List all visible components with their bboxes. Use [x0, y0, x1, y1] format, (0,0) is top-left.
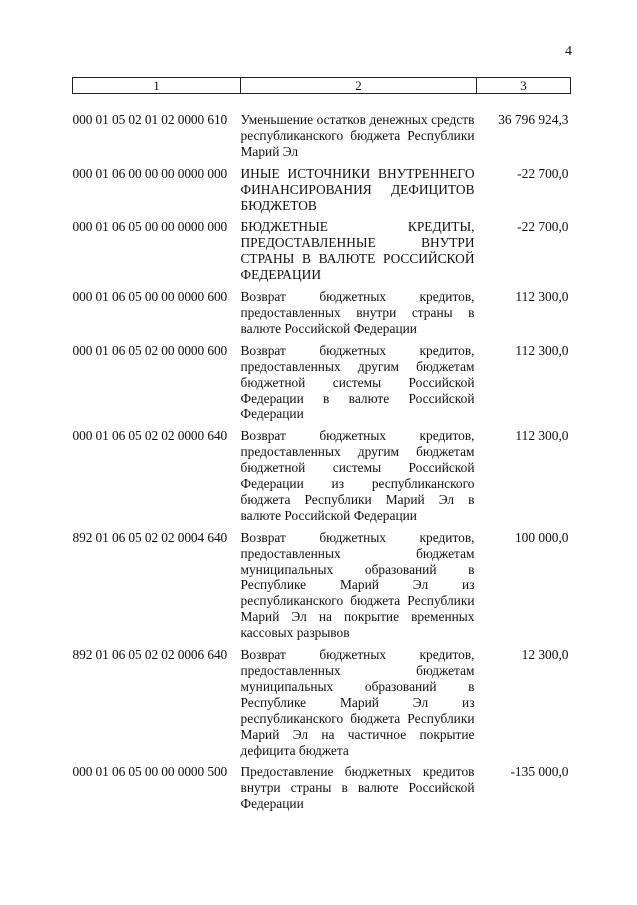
- item-amount: 112 300,0: [515, 428, 569, 444]
- item-name: Возврат бюджетных кредитов, предоставленных другим бюджетам бюджетной системы Российской Федерации в валюте Российской Федерации: [240, 342, 475, 422]
- item-name: ИНЫЕ ИСТОЧНИКИ ВНУТРЕННЕГО ФИНАНСИРОВАНИЯ ДЕФИЦИТОВ БЮДЖЕТОВ: [240, 165, 475, 213]
- page-number: 4: [565, 44, 572, 59]
- header-col-2: 2: [241, 78, 477, 94]
- table-row: [73, 289, 571, 343]
- item-amount: -135 000,0: [510, 764, 569, 780]
- item-name: Уменьшение остатков денежных средств республиканского бюджета Республики Марий Эл: [240, 112, 475, 159]
- budget-sources-table: [72, 77, 571, 818]
- item-amount: 12 300,0: [521, 647, 569, 663]
- table-row: [73, 112, 571, 166]
- item-amount: 112 300,0: [515, 342, 569, 358]
- header-col-1: 1: [73, 78, 241, 94]
- budget-code: 000 01 06 05 00 00 0000 600: [72, 289, 228, 305]
- item-name: Возврат бюджетных кредитов, предоставленных другим бюджетам бюджетной системы Российской Федерации из республиканского бюджета Республики Марий Эл в валюте Российской Федерации: [240, 428, 475, 523]
- item-amount: 112 300,0: [515, 289, 569, 305]
- item-amount: 100 000,0: [514, 529, 569, 545]
- table-row: [73, 219, 571, 289]
- budget-code: 000 01 06 05 02 00 0000 600: [72, 342, 228, 358]
- table-row: [73, 764, 571, 818]
- budget-code: 000 01 05 02 01 02 0000 610: [72, 112, 228, 127]
- item-name: Возврат бюджетных кредитов, предоставленных бюджетам муниципальных образований в Республике Марий Эл из республиканского бюджета Республики Марий Эл на частичное покрытие дефицита бюджета: [240, 647, 475, 758]
- budget-code: 000 01 06 05 02 02 0000 640: [72, 428, 228, 444]
- table-row: [73, 343, 571, 429]
- header-col-3: 3: [477, 78, 571, 94]
- item-name: Возврат бюджетных кредитов, предоставленных бюджетам муниципальных образований в Республике Марий Эл из республиканского бюджета Республики Марий Эл на покрытие временных кассовых разрывов: [240, 529, 475, 641]
- item-amount: -22 700,0: [517, 165, 569, 181]
- budget-code: 000 01 06 00 00 00 0000 000: [72, 165, 228, 181]
- item-name: Возврат бюджетных кредитов, предоставленных внутри страны в валюте Российской Федерации: [240, 289, 475, 336]
- item-amount: 36 796 924,3: [498, 112, 569, 127]
- item-amount: -22 700,0: [517, 219, 569, 235]
- budget-code: 000 01 06 05 00 00 0000 500: [72, 764, 228, 780]
- budget-code: 000 01 06 05 00 00 0000 000: [72, 219, 228, 235]
- table-row: [73, 428, 571, 529]
- table-row: [73, 647, 571, 764]
- item-name: Предоставление бюджетных кредитов внутри страны в валюте Российской Федерации: [240, 764, 475, 812]
- budget-code: 892 01 06 05 02 02 0004 640: [72, 529, 228, 545]
- budget-code: 892 01 06 05 02 02 0006 640: [72, 647, 228, 663]
- table-header-row: [73, 78, 571, 94]
- header-spacer: [73, 94, 571, 113]
- table-row: [73, 166, 571, 220]
- table-row: [73, 530, 571, 647]
- item-name: БЮДЖЕТНЫЕ КРЕДИТЫ, ПРЕДОСТАВЛЕННЫЕ ВНУТРИ СТРАНЫ В ВАЛЮТЕ РОССИЙСКОЙ ФЕДЕРАЦИИ: [240, 219, 475, 283]
